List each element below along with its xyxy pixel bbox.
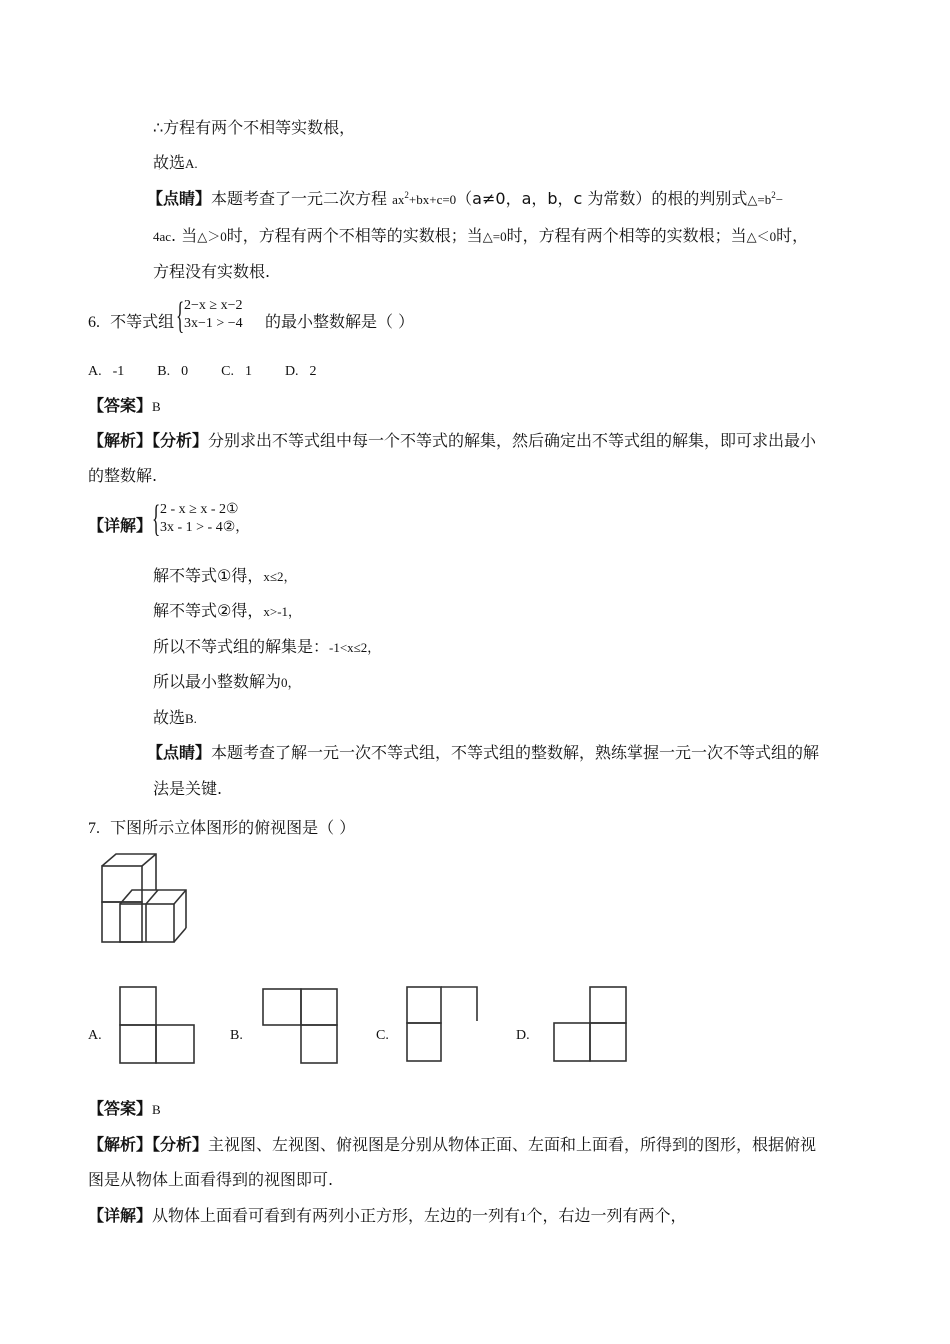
- q6-step3: [153, 637, 380, 658]
- q5-4ac: 4ac: [153, 229, 172, 244]
- q7-solid-right-front: [120, 904, 174, 942]
- q5-res1: 时，方程有两个不相等的实数根；当: [226, 226, 483, 245]
- q7-number: 7.: [88, 820, 100, 837]
- q5-cond3: △＜0: [746, 229, 777, 244]
- q6-analysis-label: 【解析】【分析】: [88, 431, 209, 450]
- q7-b-top-right-square: [301, 989, 337, 1025]
- q5-when1: . 当: [171, 226, 198, 245]
- q5-cond2: △=0: [482, 229, 507, 244]
- q7-c-top-left-square: [407, 987, 441, 1023]
- q6-step3-text: 所以不等式组的解集是：: [153, 637, 330, 656]
- q6-tip-label: 【点睛】: [147, 743, 212, 762]
- q7-d-top-right-square: [590, 987, 626, 1023]
- q7-analysis-text: 主视图、左视图、俯视图是分别从物体正面、左面和上面看，所得到的图形，根据俯视: [208, 1135, 817, 1154]
- q5-conclusion: ∴方程有两个不相等实数根，: [153, 118, 356, 137]
- q6-detail-mark1: ①: [226, 502, 239, 517]
- q7-a-top-square: [120, 987, 156, 1025]
- q7-solid-top-cube-front: [102, 866, 142, 902]
- q6-stem-suffix: 的最小整数解是（ ）: [265, 312, 415, 331]
- q7-solid-bottom-left-cube: [102, 902, 142, 942]
- q7-answer-value: B: [152, 1102, 161, 1117]
- q6-step2: [153, 601, 301, 622]
- q7-c-bottom-left-square: [407, 1023, 441, 1061]
- q5-tip-equation: [392, 192, 456, 207]
- q5-choice-prefix: 故选: [153, 153, 186, 172]
- q7-option-c-figure[interactable]: [405, 985, 485, 1067]
- q6-detail-mark2: ②: [222, 520, 236, 535]
- q6-analysis-cont: 的整数解.: [88, 466, 158, 485]
- q7-analysis-cont: 图是从物体上面看得到的视图即可.: [88, 1170, 334, 1189]
- q5-choice: [153, 153, 198, 174]
- q6-detail-label: [88, 516, 152, 536]
- q5-tip-line-3: 方程没有实数根.: [153, 262, 271, 281]
- q5-disc-rest: −: [775, 192, 784, 207]
- q6-step1-text: 解不等式①得，: [153, 566, 264, 585]
- q6-analysis: [88, 431, 816, 451]
- q6-detail-brace: {: [152, 498, 161, 540]
- q7-detail-text-c: 个，右边一列有两个，: [526, 1206, 687, 1225]
- q6-step3-math: -1<x≤2，: [329, 640, 381, 655]
- q6-step4-math: 0，: [281, 675, 301, 690]
- q7-b-bottom-right-square: [301, 1025, 337, 1063]
- q6-ineq2: 3x−1 > −4: [184, 316, 243, 331]
- q6-detail-label-text: 【详解】: [88, 516, 153, 535]
- q7-solid-top-cube-back: [102, 854, 156, 890]
- q7-answer: [88, 1099, 161, 1120]
- q6-detail-ineq1-text: 2 - x ≥ x - 2: [160, 502, 227, 517]
- q6-stem-prefix: 不等式组: [110, 312, 175, 331]
- q7-option-b-label: B.: [230, 1028, 243, 1043]
- q5-tip-label: 【点睛】: [147, 189, 212, 208]
- q7-a-bottom-right-square: [156, 1025, 194, 1063]
- q6-brace: {: [176, 295, 185, 337]
- q5-disc-base: △=b: [747, 192, 772, 207]
- q6-step1: [153, 566, 297, 587]
- q7-solid-figure: [100, 852, 200, 952]
- q5-tip-paren: （a≠0，a，b，c 为常数）的根的判别式: [456, 189, 748, 208]
- q6-step4: [153, 672, 301, 693]
- q7-answer-label: 【答案】: [88, 1099, 153, 1118]
- q6-answer-value: B: [152, 399, 161, 414]
- q5-res2: 时，方程有两个相等的实数根；当: [506, 226, 747, 245]
- q7-option-d-label: D.: [516, 1028, 530, 1043]
- q6-tip: [147, 743, 819, 763]
- q7-stem: [88, 818, 355, 839]
- q5-tip-text: 本题考查了一元二次方程: [211, 189, 388, 208]
- q7-solid-right-edge: [174, 890, 186, 904]
- q7-detail: [88, 1206, 687, 1227]
- q6-step4-text: 所以最小整数解为: [153, 672, 282, 691]
- q7-c-top-right-square: [441, 987, 477, 1021]
- q6-tip-text: 本题考查了解一元一次不等式组，不等式组的整数解，熟练掌握一元一次不等式组的解: [211, 743, 820, 762]
- q7-solid-right-divider-top: [146, 890, 158, 904]
- q5-tip-discriminant: [747, 192, 783, 207]
- q6-answer-label: 【答案】: [88, 396, 153, 415]
- q7-solid-right-bottom-edge: [174, 928, 186, 942]
- q6-step2-math: x>-1，: [263, 604, 302, 619]
- q6-detail-ineq1: [160, 502, 239, 518]
- q7-stem-text: 下图所示立体图形的俯视图是（ ）: [110, 818, 356, 837]
- q6-detail-comma: ，: [235, 520, 250, 535]
- q6-step5-text: 故选: [153, 708, 186, 727]
- q7-detail-number: 1: [520, 1209, 527, 1224]
- q6-answer: [88, 396, 161, 417]
- q7-analysis-label: 【解析】【分析】: [88, 1135, 209, 1154]
- q5-tip-line-2: [153, 226, 808, 247]
- q5-tip-line: [147, 189, 783, 210]
- q5-eq-sup: 2: [404, 190, 409, 200]
- q6-ineq1: 2−x ≥ x−2: [184, 298, 243, 313]
- q5-eq-rest: +bx+c=0: [408, 192, 457, 207]
- q6-step2-text: 解不等式②得，: [153, 601, 264, 620]
- q7-detail-label: 【详解】: [88, 1206, 153, 1225]
- q6-detail-ineq2-text: 3x - 1 > - 4: [160, 520, 223, 535]
- q6-tip-cont: 法是关键.: [153, 779, 223, 798]
- q5-choice-value: A.: [185, 156, 198, 171]
- q7-detail-text-a: 从物体上面看可看到有两列小正方形，左边的一列有: [152, 1206, 521, 1225]
- q7-solid-top-edge: [142, 854, 156, 866]
- q6-number: 6.: [88, 314, 100, 331]
- q7-d-bottom-left-square: [554, 1023, 590, 1061]
- q5-disc-sup: 2: [771, 190, 776, 200]
- q6-step1-math: x≤2，: [263, 569, 297, 584]
- q6-step5: [153, 708, 197, 729]
- q7-option-a-figure[interactable]: [118, 985, 198, 1067]
- q6-analysis-text: 分别求出不等式组中每一个不等式的解集，然后确定出不等式组的解集，即可求出最小: [208, 431, 817, 450]
- q7-d-bottom-right-square: [590, 1023, 626, 1061]
- q7-a-bottom-left-square: [120, 1025, 156, 1063]
- q7-option-c-label: C.: [376, 1028, 389, 1043]
- q5-res3: 时，: [776, 226, 809, 245]
- q6-options: A. -1 B. 0 C. 1 D. 2: [88, 364, 317, 379]
- q6-step5-math: B.: [185, 711, 197, 726]
- q6-detail-ineq2: [160, 520, 249, 536]
- q7-option-b-figure[interactable]: [261, 987, 341, 1069]
- q7-b-top-left-square: [263, 989, 301, 1025]
- q7-analysis: [88, 1135, 816, 1155]
- q6-stem: [88, 312, 174, 333]
- q7-option-a-label: A.: [88, 1028, 102, 1043]
- q5-cond1: △＞0: [197, 229, 227, 244]
- q5-eq-base: ax: [392, 192, 405, 207]
- q7-option-d-figure[interactable]: [552, 985, 632, 1067]
